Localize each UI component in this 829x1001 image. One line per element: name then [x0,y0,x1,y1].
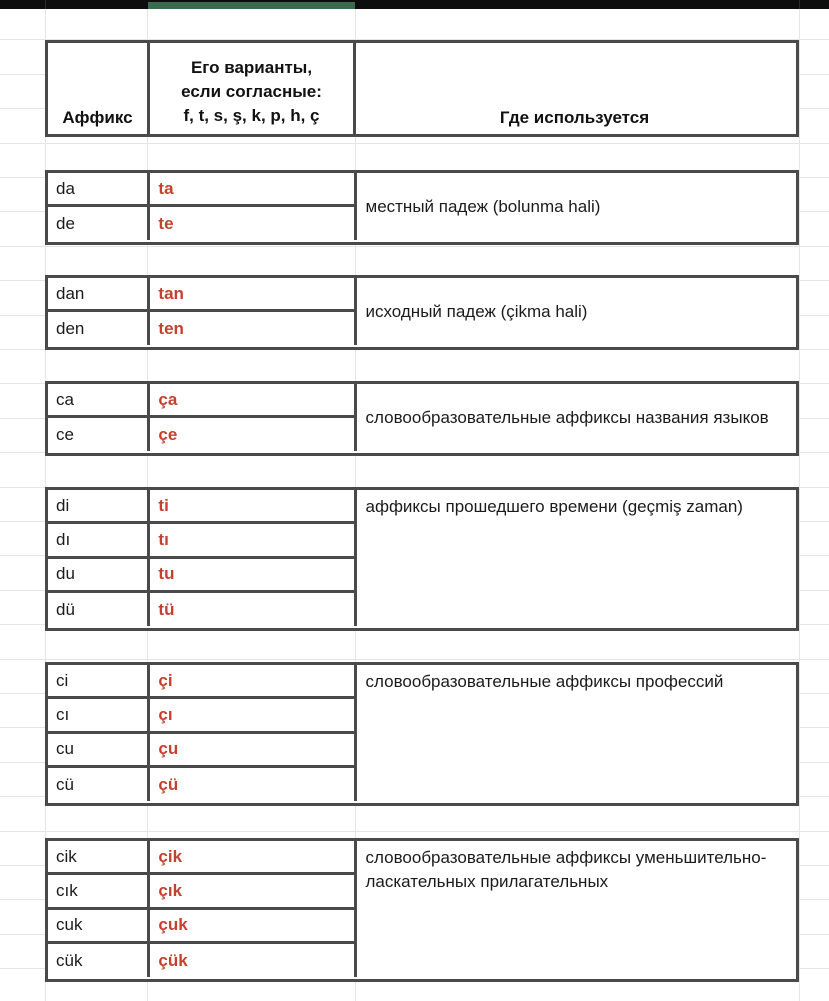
header-variants-line-3: f, t, s, ş, k, p, h, ç [183,105,320,125]
cell-affix[interactable]: ce [47,417,149,451]
cell-affix[interactable]: cük [47,943,149,977]
cell-variant[interactable]: çu [149,732,356,766]
cell-variant[interactable]: tı [149,523,356,557]
cell-usage-text[interactable]: исходный падеж (çikma hali) [365,302,588,322]
cell-usage-spacer[interactable] [356,489,798,523]
grid-row-line [0,659,829,660]
affix-block [45,170,799,245]
active-column-indicator[interactable] [148,2,355,9]
cell-usage-spacer[interactable] [356,698,798,732]
table-row[interactable] [47,206,798,240]
header-cell-variants [150,43,356,134]
cell-affix[interactable]: da [47,172,149,206]
table-header [45,40,799,137]
cell-usage-text[interactable]: местный падеж (bolunma hali) [365,197,601,217]
cell-usage-spacer[interactable] [356,557,798,591]
table-row[interactable] [47,383,798,417]
cell-variant[interactable]: çı [149,698,356,732]
cell-usage-spacer[interactable] [356,664,798,698]
cell-usage-spacer[interactable] [356,908,798,942]
cell-usage-spacer[interactable] [356,523,798,557]
strip-seam [799,0,800,9]
table-row[interactable] [47,874,798,908]
table-row[interactable] [47,943,798,977]
cell-variant[interactable]: ça [149,383,356,417]
header-cell-usage [356,43,793,134]
grid-row-line [0,143,829,144]
affix-block [45,487,799,631]
header-label-affix: Аффикс [62,108,133,127]
cell-affix[interactable]: ci [47,664,149,698]
cell-affix[interactable]: dan [47,277,149,311]
cell-affix[interactable]: di [47,489,149,523]
cell-usage-spacer[interactable] [356,417,798,451]
table-row[interactable] [47,664,798,698]
cell-usage-text[interactable]: аффиксы прошедшего времени (geçmiş zaman) [365,496,743,516]
table-row[interactable] [47,311,798,345]
cell-usage-spacer[interactable] [356,592,798,626]
cell-usage-spacer[interactable] [356,311,798,345]
cell-variant[interactable]: çuk [149,908,356,942]
cell-usage-text[interactable]: словообразовательные аффиксы профессий [365,671,724,691]
sheet-toolbar-strip[interactable] [0,0,829,9]
cell-variant[interactable]: tü [149,592,356,626]
cell-affix[interactable]: cık [47,874,149,908]
table-row[interactable] [47,277,798,311]
table-row[interactable] [47,698,798,732]
cell-affix[interactable]: den [47,311,149,345]
cell-variant[interactable]: tu [149,557,356,591]
affix-block [45,381,799,456]
cell-usage-spacer[interactable] [356,874,798,908]
cell-affix[interactable]: cu [47,732,149,766]
cell-variant[interactable]: çü [149,767,356,801]
cell-variant[interactable]: te [149,206,356,240]
header-label-variants [181,56,322,128]
cell-variant[interactable]: çik [149,840,356,874]
cell-usage-spacer[interactable] [356,206,798,240]
cell-variant[interactable]: ta [149,172,356,206]
table-row[interactable] [47,417,798,451]
grid-row-line [0,246,829,247]
table-row[interactable] [47,523,798,557]
cell-affix[interactable]: cı [47,698,149,732]
header-cell-affix [48,43,150,134]
affix-block [45,275,799,350]
cell-variant[interactable]: çe [149,417,356,451]
affix-block [45,662,799,806]
cell-variant[interactable]: çi [149,664,356,698]
cell-affix[interactable]: de [47,206,149,240]
cell-affix[interactable]: dü [47,592,149,626]
cell-usage-spacer[interactable] [356,943,798,977]
cell-affix[interactable]: du [47,557,149,591]
table-row[interactable] [47,908,798,942]
table-row[interactable] [47,557,798,591]
table-row[interactable] [47,172,798,206]
strip-seam [45,0,46,9]
header-variants-line-1: Его варианты, [190,57,313,77]
header-label-usage: Где используется [499,108,650,127]
affix-block [45,838,799,982]
table-row[interactable] [47,732,798,766]
cell-usage-spacer[interactable] [356,172,798,206]
cell-variant[interactable]: tan [149,277,356,311]
cell-usage-text[interactable]: словообразовательные аффиксы названия языков [365,408,769,428]
cell-usage-spacer[interactable] [356,277,798,311]
table-row[interactable] [47,489,798,523]
cell-affix[interactable]: cik [47,840,149,874]
table-row[interactable] [47,767,798,801]
cell-usage-spacer[interactable] [356,840,798,874]
cell-variant[interactable]: çık [149,874,356,908]
cell-usage-spacer[interactable] [356,732,798,766]
cell-variant[interactable]: ten [149,311,356,345]
cell-variant[interactable]: ti [149,489,356,523]
cell-affix[interactable]: cuk [47,908,149,942]
grid-row-line [0,831,829,832]
cell-usage-spacer[interactable] [356,383,798,417]
cell-usage-text[interactable]: словообразовательные аффиксы уменьшительно-ласкательных прилагательных [365,847,767,891]
cell-variant[interactable]: çük [149,943,356,977]
cell-usage-spacer[interactable] [356,767,798,801]
grid-column-line [799,0,800,1001]
header-variants-line-2: если согласные: [181,81,322,101]
cell-affix[interactable]: cü [47,767,149,801]
table-row[interactable] [47,592,798,626]
table-row[interactable] [47,840,798,874]
cell-affix[interactable]: ca [47,383,149,417]
cell-affix[interactable]: dı [47,523,149,557]
